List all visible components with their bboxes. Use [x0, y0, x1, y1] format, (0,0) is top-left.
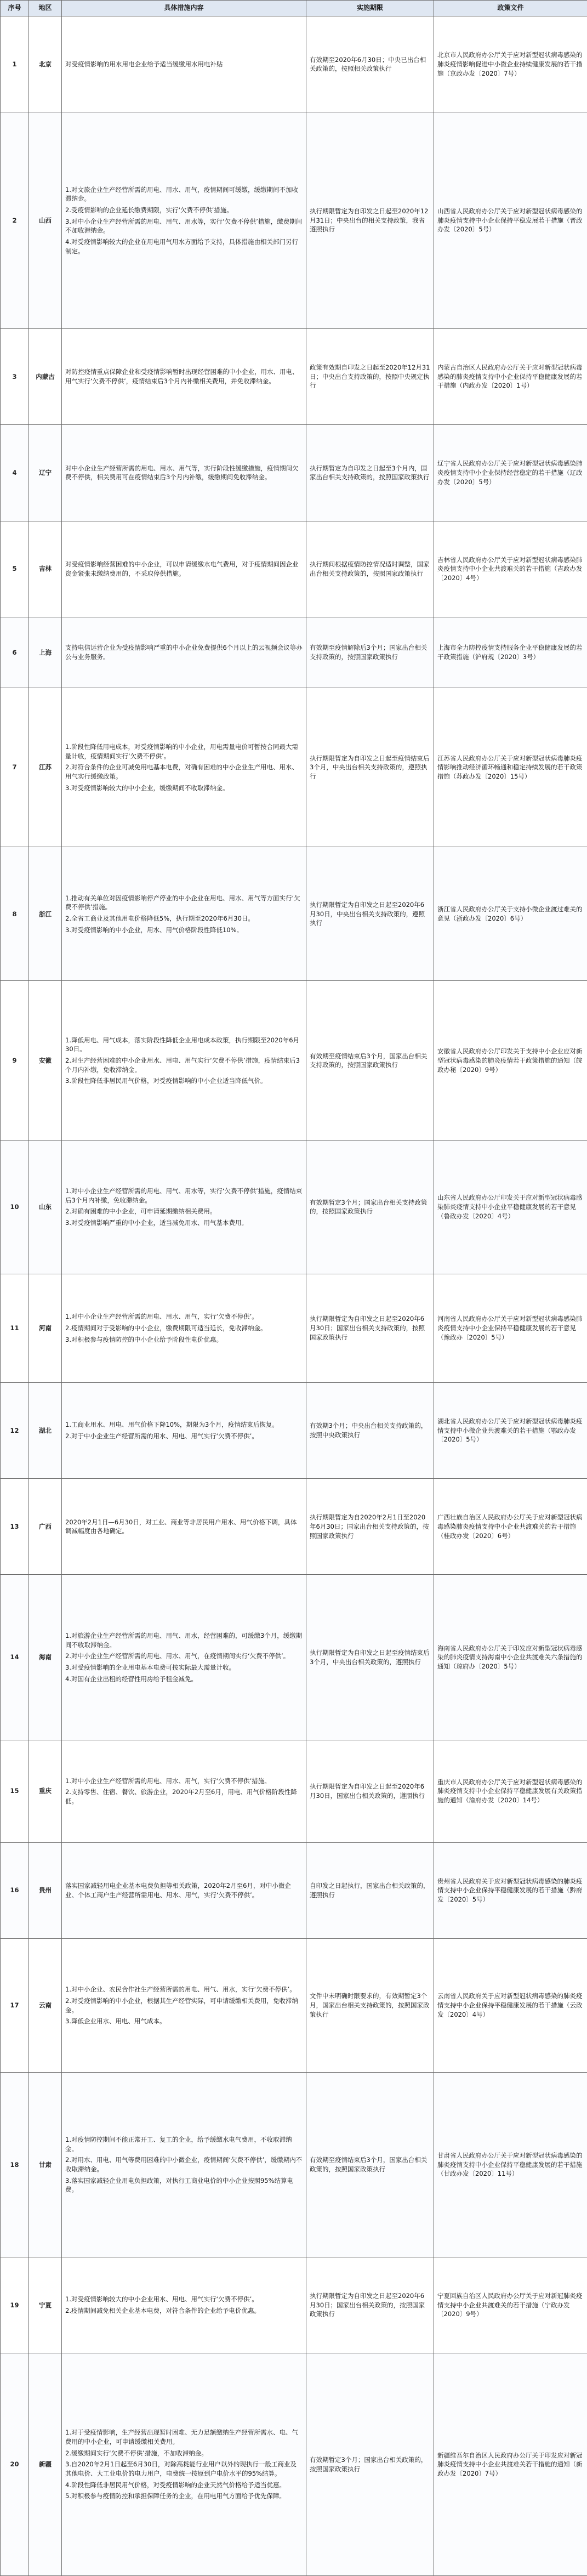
implementation-period-cell: 执行期限暂定为自印发之日起至2020年6月30日，中央出台相关支持政策的，遵照执行: [306, 847, 434, 981]
table-row: [1, 688, 587, 847]
region-cell: 宁夏: [29, 2257, 62, 2353]
region-cell: 山东: [29, 1140, 62, 1274]
implementation-period-cell: 有效期暂定3个月；国家出台相关支持政策的，按照国家政策执行: [306, 1140, 434, 1274]
implementation-period-cell: 执行期暂定为自印发之日起至3个月内，国家出台相关支持政策的，按照国家政策执行: [306, 425, 434, 521]
row-number: 3: [1, 328, 29, 424]
row-number: 11: [1, 1274, 29, 1383]
measure-item: 对受疫情影响的用水用电企业给予适当缓缴用水用电补贴: [65, 60, 223, 68]
policy-document-cell: 上海市全力防控疫情支持服务企业平稳健康发展的若干政策措施（沪府规〔2020〕3号）: [434, 617, 587, 688]
header-content: 具体措施内容: [62, 1, 306, 16]
measure-item: 对防控疫情重点保障企业和受疫情影响暂时出现经营困难的中小企业，用水、用电、用气实行‘欠费不停供’，疫情结束后3个月内补缴相关费用，并免收滞纳金。: [65, 368, 299, 385]
region-cell: 安徽: [29, 981, 62, 1140]
measure-item: 1.对旅游企业生产经营所需的用电、用气、用水，经营困难的，可缓缴3个月，缓缴期间不收取滞纳金。: [65, 1632, 303, 1649]
implementation-period-cell: 执行期限暂定为自印发之日起至疫情结束后3个月，中央出台相关政策的，遵照执行: [306, 1575, 434, 1740]
policy-document-cell: 重庆市人民政府办公厅关于应对新型冠状病毒感染的肺炎疫情支持中小企业保持平稳健康发展有关政策措施的通知（渝府办发〔2020〕14号）: [434, 1740, 587, 1843]
region-cell: 吉林: [29, 521, 62, 617]
measure-item: 3.对受疫情影响较大的中小企业，缓缴期间不收取滞纳金。: [65, 784, 229, 792]
region-cell: 新疆: [29, 2353, 62, 2576]
measure-item: 3.对积极参与疫情防控的中小企业给予阶段性电价优惠。: [65, 1335, 223, 1343]
table-row: [1, 1140, 587, 1274]
header-doc: 政策文件: [434, 1, 587, 16]
region-cell: 甘肃: [29, 2073, 62, 2257]
row-number: 1: [1, 16, 29, 112]
row-number: 18: [1, 2073, 29, 2257]
policy-document-cell: 山西省人民政府办公厅关于应对新型冠状病毒感染的肺炎疫情支持中小企业保持平稳发展若干措施（晋政办发〔2020〕5号）: [434, 112, 587, 328]
table-row: [1, 1575, 587, 1740]
policy-document-cell: 北京市人民政府办公厅关于应对新型冠状病毒感染的肺炎疫情影响促进中小微企业持续健康发展的若干措施（京政办发〔2020〕7号）: [434, 16, 587, 112]
implementation-period-cell: 自印发之日起执行，国家出台相关政策的，遵照执行: [306, 1842, 434, 1938]
measure-item: 2.对确有困难的中小企业，可申请延期缴纳相关费用。: [65, 1207, 216, 1216]
policy-document-cell: 安徽省人民政府办公厅印发关于支持中小企业应对新型冠状病毒感染的肺炎疫情若干政策措施的通知（皖政办秘〔2020〕9号）: [434, 981, 587, 1140]
measure-item: 2.受疫情影响的企业延长缴费期限，实行‘欠费不停供’措施。: [65, 206, 233, 214]
row-number: 2: [1, 112, 29, 328]
measure-item: 1.对受疫情影响较大的中小企业用水、用电、用气实行‘欠费不停供’。: [65, 2295, 258, 2303]
measure-content-cell: [62, 16, 306, 112]
measure-item: 2.对用水、用电、用气等费用困难的中小微企业，疫情期间‘欠费不停供’，缓缴期内不收取滞纳金。: [65, 2156, 303, 2173]
table-row: [1, 847, 587, 981]
measure-item: 4.阶段性降低非居民用气价格，对受疫情影响的企业天然气价格给予适当优惠。: [65, 2481, 286, 2489]
implementation-period-cell: 有效期至2020年6月30日；中央已出台相关政策的，按照相关政策执行: [306, 16, 434, 112]
region-cell: 广西: [29, 1479, 62, 1575]
table-row: [1, 2257, 587, 2353]
row-number: 15: [1, 1740, 29, 1843]
policy-document-cell: 浙江省人民政府办公厅关于支持小微企业渡过难关的意见（浙政办发〔2020〕6号）: [434, 847, 587, 981]
header-region: 地区: [29, 1, 62, 16]
region-cell: 海南: [29, 1575, 62, 1740]
measure-item: 3.对受疫情影响的中小企业，用水、用气价格阶段性降低10%。: [65, 926, 243, 934]
row-number: 4: [1, 425, 29, 521]
implementation-period-cell: 执行期限暂定为自印发之日起至2020年6月30日，国家出台相关政策的，遵照执行: [306, 1740, 434, 1843]
measure-item: 2.对于中小企业生产经营所需的用水、用电、用气实行‘欠费不停供’。: [65, 1432, 258, 1440]
policy-document-cell: 山东省人民政府办公厅印发关于应对新型冠状病毒感染肺炎疫情支持中小企业平稳健康发展的若干意见（鲁政办发〔2020〕4号）: [434, 1140, 587, 1274]
measure-item: 1.对中小企业、农民合作社生产经营所需的用电、用气、用水，实行‘欠费不停供’。: [65, 1985, 296, 1994]
row-number: 14: [1, 1575, 29, 1740]
row-number: 16: [1, 1842, 29, 1938]
measure-item: 2.对受疫情影响的中小企业，根据其生产经营实际，可申请缓缴相关费用，免收滞纳金。: [65, 1996, 298, 2014]
header-no: 序号: [1, 1, 29, 16]
measure-item: 3.对中小企业生产经营所需的用电、用气、用水等，实行‘欠费不停供’措施，缴费期间不加收滞纳金。: [65, 217, 303, 235]
header-row: [1, 1, 587, 16]
row-number: 6: [1, 617, 29, 688]
implementation-period-cell: 执行期限暂定为自印发之日起至2020年12月31日；中央出台的相关支持政策，我省遵照执行: [306, 112, 434, 328]
measure-content-cell: [62, 2073, 306, 2257]
measure-item: 对受疫情影响经营困难的中小企业，可以申请缓缴水电气费用，对于疫情期间因企业资金紧张未缴纳费用的，不采取停供措施。: [65, 560, 299, 577]
region-cell: 内蒙古: [29, 328, 62, 424]
implementation-period-cell: 有效期暂定3个月；国家出台相关政策的，按照国家政策执行: [306, 2353, 434, 2576]
row-number: 13: [1, 1479, 29, 1575]
region-cell: 辽宁: [29, 425, 62, 521]
measure-item: 3.对受疫情影响严重的中小企业，适当减免用水、用气基本费用。: [65, 1219, 248, 1227]
table-row: [1, 1382, 587, 1478]
policy-document-cell: 海南省人民政府办公厅关于印发应对新型冠状病毒感染的肺炎疫情支持海南中小企业共渡难关六条措施的通知（琼府办〔2020〕5号）: [434, 1575, 587, 1740]
measure-item: 2.全省工商业及其他用电价格降低5%，执行期至2020年6月30日。: [65, 914, 254, 922]
table-row: [1, 1274, 587, 1383]
row-number: 5: [1, 521, 29, 617]
table-row: [1, 981, 587, 1140]
implementation-period-cell: 执行期限暂定为自印发之日起至疫情结束后3个月，中央出台相关支持政策的，遵照执行: [306, 688, 434, 847]
measure-content-cell: [62, 2353, 306, 2576]
table-header: [1, 1, 587, 16]
table-row: [1, 16, 587, 112]
measure-content-cell: [62, 1575, 306, 1740]
implementation-period-cell: 有效期至疫情结束后3个月，国家出台相关政策的，按照国家政策执行: [306, 2073, 434, 2257]
region-cell: 浙江: [29, 847, 62, 981]
measure-content-cell: [62, 617, 306, 688]
measure-item: 4.对受疫情影响较大的企业在用电用气用水方面给予支持，具体措施由相关部门另行制定。: [65, 238, 298, 255]
measure-item: 1.对中小企业生产经营所需的用电、用水、用气，实行‘欠费不停供’措施。: [65, 1777, 271, 1785]
region-cell: 重庆: [29, 1740, 62, 1843]
measure-content-cell: [62, 328, 306, 424]
table-row: [1, 2073, 587, 2257]
policy-document-cell: 内蒙古自治区人民政府办公厅关于应对新型冠状病毒感染的肺炎疫情支持中小企业保持平稳健康发展的若干措施（内政办发〔2020〕1号）: [434, 328, 587, 424]
region-cell: 河南: [29, 1274, 62, 1383]
row-number: 9: [1, 981, 29, 1140]
measure-item: 1.对文旅企业生产经营所需的用电、用水、用气，疫情期间可缓缴，缓缴期间不加收滞纳金。: [65, 185, 298, 203]
measure-content-cell: [62, 1938, 306, 2072]
implementation-period-cell: 有效期至疫情解除后3个月；国家出台相关支持政策的，按照国家政策执行: [306, 617, 434, 688]
row-number: 7: [1, 688, 29, 847]
measure-item: 3.降低企业用水、用电、用气成本。: [65, 2017, 166, 2025]
measure-content-cell: [62, 521, 306, 617]
region-cell: 贵州: [29, 1842, 62, 1938]
implementation-period-cell: 执行期限暂定为自印发之日起至2020年6月30日；国家出台相关支持政策的，按照国家政策执行: [306, 1274, 434, 1383]
table-row: [1, 112, 587, 328]
implementation-period-cell: 有效期3个月；中央出台相关支持政策的，按照中央政策执行: [306, 1382, 434, 1478]
row-number: 10: [1, 1140, 29, 1274]
measure-item: 2.缓缴期间实行‘欠费不停供’措施，不加收滞纳金。: [65, 2449, 208, 2457]
measure-item: 2.疫情期间对于受影响的中小企业，缴费期限可适当延长，免收滞纳金。: [65, 1324, 267, 1332]
implementation-period-cell: 政策有效期自印发之日起至2020年12月31日；中央出台支持政策的，按照中央规定执行: [306, 328, 434, 424]
table-row: [1, 1479, 587, 1575]
table-body: [1, 16, 587, 2576]
measure-item: 1.对中小企业生产经营所需的用电、用气、用水等，实行‘欠费不停供’措施，疫情结束后3个月内补缴，免收滞纳金。: [65, 1187, 303, 1204]
table-row: [1, 617, 587, 688]
measure-item: 对中小企业生产经营所需的用电、用水、用气等，实行阶段性缓缴措施，疫情期间欠费不停供，相关费用可在疫情结束后3个月内补缴，缓缴期间免收滞纳金。: [65, 464, 299, 481]
policy-document-cell: 江苏省人民政府办公厅关于应对新型冠状病毒肺炎疫情影响推动经济循环畅通和稳定持续发展的若干政策措施（苏政办发〔2020〕15号）: [434, 688, 587, 847]
table-row: [1, 1938, 587, 2072]
measure-item: 3.对受疫情影响的企业用电基本电费可按实际最大需量计收。: [65, 1664, 235, 1672]
measure-item: 2.疫情期间减免相关企业基本电费，对符合条件的企业给予电价优惠。: [65, 2307, 260, 2315]
measure-item: 4.对国有企业出租的经营性用房给予租金减免。: [65, 1675, 197, 1683]
region-cell: 湖北: [29, 1382, 62, 1478]
measure-content-cell: [62, 981, 306, 1140]
policy-document-cell: 吉林省人民政府办公厅关于应对新型冠状病毒感染肺炎疫情支持中小企业共渡难关的若干措施（吉政办发〔2020〕4号）: [434, 521, 587, 617]
measure-item: 2.对中小企业生产经营所需的用电、用水、用气，在疫情期间实行‘欠费不停供’。: [65, 1652, 290, 1660]
policy-document-cell: 新疆维吾尔自治区人民政府办公厅关于印发应对新冠肺炎疫情支持中小企业共渡难关若干措施的通知（新政办发〔2020〕7号）: [434, 2353, 587, 2576]
implementation-period-cell: 执行期间根据疫情防控情况适时调整，国家出台相关支持政策的，按照国家政策执行: [306, 521, 434, 617]
table-row: [1, 521, 587, 617]
measure-content-cell: [62, 1740, 306, 1843]
measure-item: 5.对积极参与疫情防控和承担保障任务的企业，在用电用气方面给予优先保障。: [65, 2492, 286, 2500]
measure-item: 2.对符合条件的企业可减免用电基本电费，对确有困难的中小企业生产用电、用水、用气实行缓缴政策。: [65, 763, 298, 781]
implementation-period-cell: 执行期限暂定为自印发之日起至2020年6月30日；国家出台相关政策的，按照国家政策执行: [306, 2257, 434, 2353]
table-row: [1, 2353, 587, 2576]
region-cell: 山西: [29, 112, 62, 328]
measure-content-cell: [62, 425, 306, 521]
measure-item: 3.阶段性降低非居民用气价格，对受疫情影响的中小企业适当降低气价。: [65, 1077, 267, 1085]
policy-document-cell: 广西壮族自治区人民政府办公厅关于应对新型冠状病毒感染肺炎疫情支持中小企业共渡难关的若干措施（桂政办发〔2020〕6号）: [434, 1479, 587, 1575]
measure-content-cell: [62, 1842, 306, 1938]
measure-item: 3.落实国家减轻企业用电负担政策，对执行工商业电价的中小企业按照95%结算电费。: [65, 2176, 294, 2194]
region-cell: 北京: [29, 16, 62, 112]
measure-content-cell: [62, 688, 306, 847]
implementation-period-cell: 有效期至疫情结束后3个月，国家出台相关支持政策的，按照国家政策执行: [306, 981, 434, 1140]
measure-content-cell: [62, 1140, 306, 1274]
row-number: 8: [1, 847, 29, 981]
measure-content-cell: [62, 2257, 306, 2353]
region-cell: 上海: [29, 617, 62, 688]
measure-content-cell: [62, 1382, 306, 1478]
measure-item: 2.支持零售、住宿、餐饮、旅游企业，2020年2月至6月，用电、用气价格阶段性降低。: [65, 1788, 297, 1806]
measure-item: 1.对中小企业生产经营所需的用电、用水、用气，实行‘欠费不停供’。: [65, 1313, 258, 1321]
row-number: 19: [1, 2257, 29, 2353]
measure-content-cell: [62, 1479, 306, 1575]
measure-item: 2.对生产经营困难的中小企业用水、用电、用气实行‘欠费不停供’措施，疫情结束后3个月内补缴，免收滞纳金。: [65, 1056, 300, 1074]
table-row: [1, 328, 587, 424]
measure-item: 3.自2020年2月1日起至6月30日，对除高耗能行业用户以外的现执行一般工商业及其他电价、大工业电价的电力用户，电费统一按原到户电价水平的95%结算。: [65, 2460, 297, 2477]
measure-item: 1.对于受疫情影响，生产经营出现暂时困难、无力足额缴纳生产经营所需水、电、气费用的中小企业，可申请缓缴相关费用。: [65, 2429, 298, 2446]
region-cell: 江苏: [29, 688, 62, 847]
measure-item: 2020年2月1日—6月30日，对工业、商业等非居民用户用水、用气价格下调，具体调减幅度由各地确定。: [65, 1518, 297, 1535]
measure-content-cell: [62, 112, 306, 328]
table-row: [1, 1740, 587, 1843]
implementation-period-cell: 文件中未明确时限要求的，有效期暂定3个月，国家出台相关支持政策的，按照国家政策执行: [306, 1938, 434, 2072]
measure-item: 1.对疫情防控期间不能正常开工、复工的企业，给予缓缴水电气费用，不收取滞纳金。: [65, 2135, 292, 2153]
measure-item: 1.降低用电、用气成本，落实阶段性降低企业用电成本政策，执行期限至2020年6月30日。: [65, 1036, 300, 1053]
region-cell: 云南: [29, 1938, 62, 2072]
policy-document-cell: 湖北省人民政府办公厅关于应对新型冠状病毒肺炎疫情支持中小微企业共渡难关的若干措施（鄂政办发〔2020〕5号）: [434, 1382, 587, 1478]
measure-item: 1.推动有关单位对因疫情影响停产停业的中小企业在用电、用水、用气等方面实行‘欠费不停供’措施。: [65, 894, 300, 911]
policy-document-cell: 云南省人民政府关于应对新型冠状病毒感染的肺炎疫情支持中小企业保持平稳健康发展的若干措施（云政发〔2020〕4号）: [434, 1938, 587, 2072]
measure-item: 落实国家减轻用电企业基本电费负担等相关政策，2020年2月至6月，对中小微企业、个体工商户生产经营所需用电、用水、用气，实行‘欠费不停供’。: [65, 1882, 291, 1899]
implementation-period-cell: 执行期限暂定为自2020年2月1日至2020年6月30日；国家出台相关支持政策的，按照国家政策执行: [306, 1479, 434, 1575]
policy-document-cell: 贵州省人民政府关于应对新型冠状病毒感染的肺炎疫情支持中小企业保持平稳健康发展的若干措施（黔府发〔2020〕5号）: [434, 1842, 587, 1938]
measure-item: 支持电信运营企业为受疫情影响严重的中小企业免费提供6个月以上的云视频会议等办公与业务服务。: [65, 644, 303, 661]
table-row: [1, 425, 587, 521]
policy-document-cell: 宁夏回族自治区人民政府办公厅关于应对新冠肺炎疫情支持中小企业共渡难关的若干措施（宁政办发〔2020〕9号）: [434, 2257, 587, 2353]
row-number: 20: [1, 2353, 29, 2576]
measure-content-cell: [62, 1274, 306, 1383]
measure-item: 1.阶段性降低用电成本，对受疫情影响的中小企业，用电需量电价可暂按合同最大需量计收，疫情期间实行‘欠费不停供’。: [65, 743, 298, 760]
measure-item: 1.工商业用水、用电、用气价格下降10%，期限为3个月，疫情结束后恢复。: [65, 1421, 278, 1429]
measure-content-cell: [62, 847, 306, 981]
policy-document-cell: 河南省人民政府办公厅关于应对新型冠状病毒感染肺炎疫情支持中小企业保持平稳健康发展的若干意见（豫政办〔2020〕5号）: [434, 1274, 587, 1383]
header-period: 实施期限: [306, 1, 434, 16]
policy-document-cell: 甘肃省人民政府办公厅关于应对新型冠状病毒感染的肺炎疫情支持中小企业保持平稳健康发展的若干措施（甘政办发〔2020〕11号）: [434, 2073, 587, 2257]
row-number: 12: [1, 1382, 29, 1478]
table-row: [1, 1842, 587, 1938]
policy-document-cell: 辽宁省人民政府办公厅关于应对新型冠状病毒感染肺炎疫情支持中小企业保持经营稳定的若干措施（辽政办发〔2020〕5号）: [434, 425, 587, 521]
row-number: 17: [1, 1938, 29, 2072]
